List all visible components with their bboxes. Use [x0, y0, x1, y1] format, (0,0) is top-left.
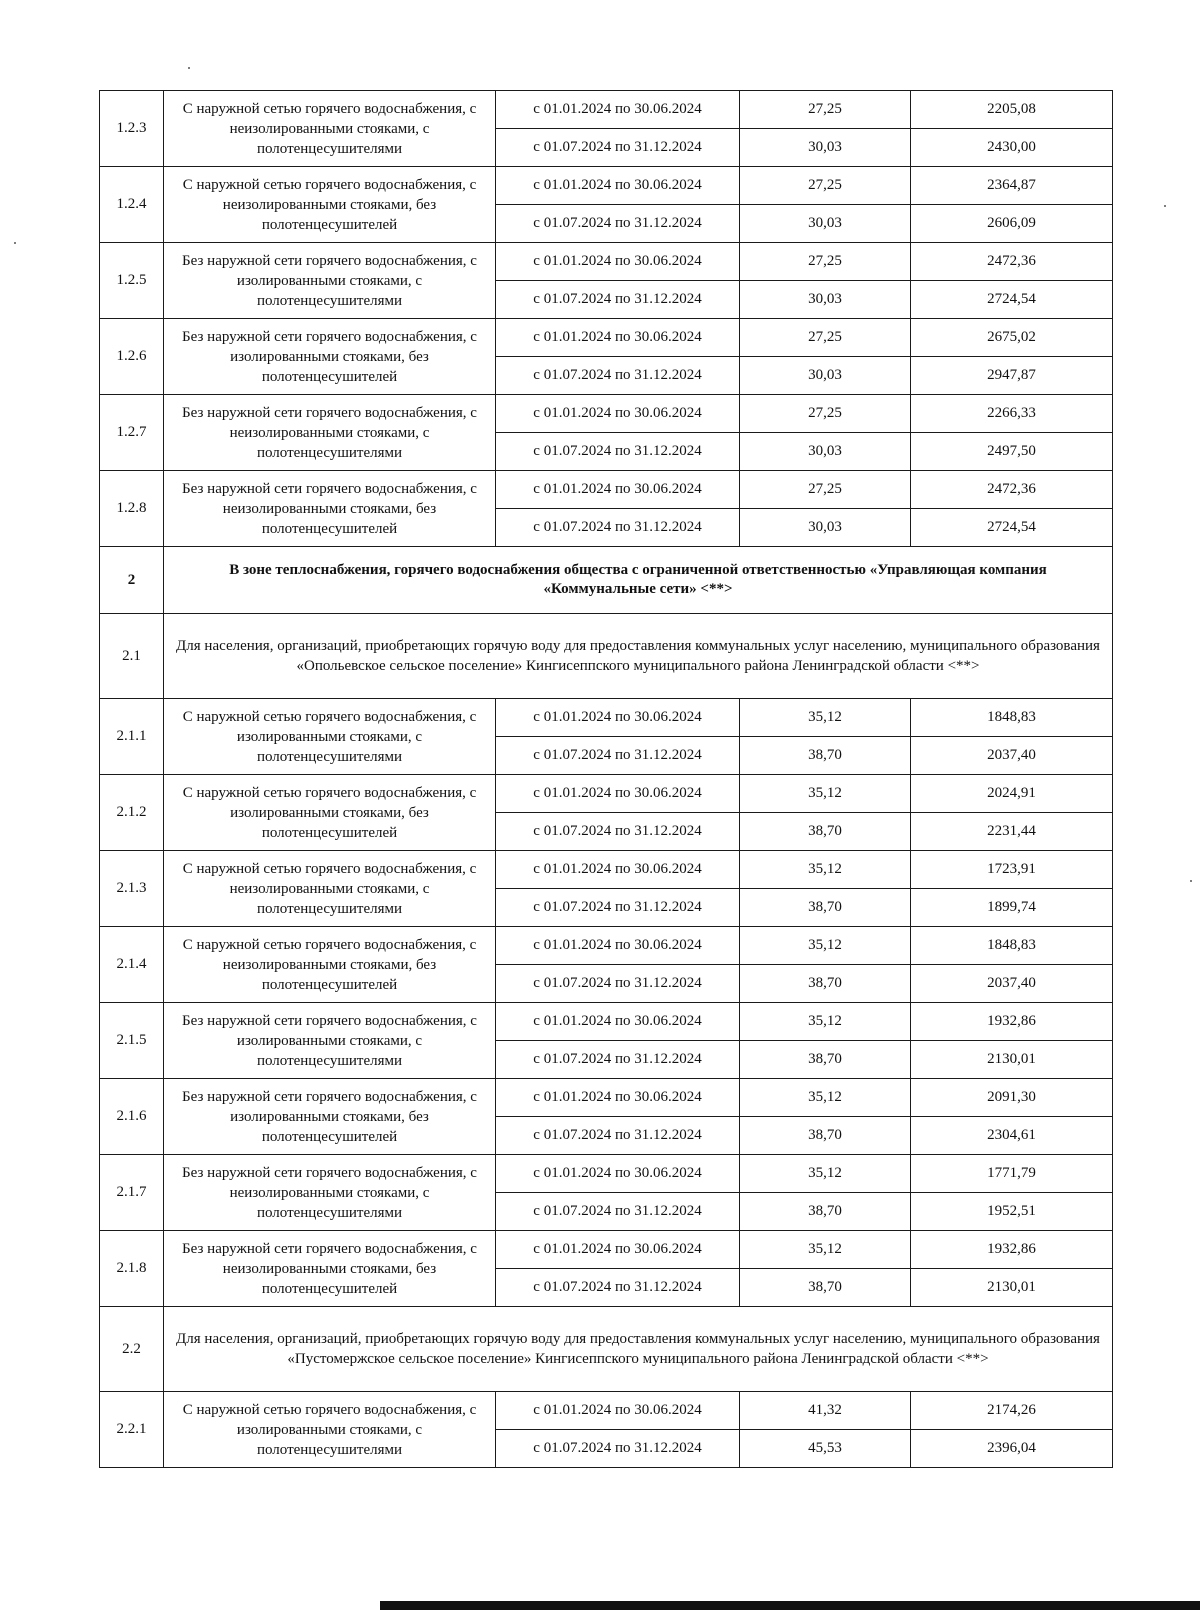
- value-cell: 38,70: [740, 737, 911, 775]
- value-cell: 2304,61: [911, 1117, 1113, 1155]
- value-cell: 1899,74: [911, 889, 1113, 927]
- period-cell: с 01.07.2024 по 31.12.2024: [496, 433, 740, 471]
- period-cell: с 01.01.2024 по 30.06.2024: [496, 1392, 740, 1430]
- row-number: 1.2.5: [100, 243, 164, 319]
- period-cell: с 01.07.2024 по 31.12.2024: [496, 1041, 740, 1079]
- value-cell: 35,12: [740, 1079, 911, 1117]
- row-description: С наружной сетью горячего водоснабжения, с неизолированными стояками, с полотенцесушителями: [164, 91, 496, 167]
- value-cell: 1932,86: [911, 1231, 1113, 1269]
- row-description: Без наружной сети горячего водоснабжения, с неизолированными стояками, с полотенцесушителями: [164, 395, 496, 471]
- value-cell: 2472,36: [911, 471, 1113, 509]
- value-cell: 1848,83: [911, 927, 1113, 965]
- row-number: 2.1.4: [100, 927, 164, 1003]
- table-row: [100, 1231, 1113, 1269]
- value-cell: 1932,86: [911, 1003, 1113, 1041]
- table-row: [100, 547, 1113, 614]
- section-heading: Для населения, организаций, приобретающих горячую воду для предоставления коммунальных услуг населению, муниципального образования «Пустомержское сельское поселение» Кингисеппского муниципального района Ленинградской области <**>: [164, 1307, 1113, 1392]
- value-cell: 2364,87: [911, 167, 1113, 205]
- value-cell: 35,12: [740, 699, 911, 737]
- period-cell: с 01.07.2024 по 31.12.2024: [496, 281, 740, 319]
- value-cell: 38,70: [740, 1041, 911, 1079]
- value-cell: 2037,40: [911, 737, 1113, 775]
- period-cell: с 01.07.2024 по 31.12.2024: [496, 889, 740, 927]
- scan-speck: [1190, 880, 1192, 882]
- row-number: 1.2.6: [100, 319, 164, 395]
- value-cell: 27,25: [740, 243, 911, 281]
- value-cell: 35,12: [740, 927, 911, 965]
- table-row: [100, 1003, 1113, 1041]
- period-cell: с 01.07.2024 по 31.12.2024: [496, 129, 740, 167]
- row-description: С наружной сетью горячего водоснабжения, с изолированными стояками, с полотенцесушителями: [164, 699, 496, 775]
- value-cell: 30,03: [740, 205, 911, 243]
- row-description: С наружной сетью горячего водоснабжения, с неизолированными стояками, без полотенцесушителей: [164, 167, 496, 243]
- zone-number: 2: [100, 547, 164, 614]
- value-cell: 30,03: [740, 357, 911, 395]
- row-number: 1.2.7: [100, 395, 164, 471]
- table-row: [100, 614, 1113, 699]
- tariff-table: [99, 90, 1113, 1468]
- table-row: [100, 699, 1113, 737]
- value-cell: 2174,26: [911, 1392, 1113, 1430]
- value-cell: 2396,04: [911, 1430, 1113, 1468]
- row-description: Без наружной сети горячего водоснабжения, с неизолированными стояками, без полотенцесушителей: [164, 471, 496, 547]
- value-cell: 30,03: [740, 509, 911, 547]
- value-cell: 27,25: [740, 395, 911, 433]
- period-cell: с 01.07.2024 по 31.12.2024: [496, 965, 740, 1003]
- value-cell: 2091,30: [911, 1079, 1113, 1117]
- value-cell: 35,12: [740, 1003, 911, 1041]
- row-number: 1.2.4: [100, 167, 164, 243]
- value-cell: 1952,51: [911, 1193, 1113, 1231]
- row-number: 2.1.5: [100, 1003, 164, 1079]
- table-row: [100, 1307, 1113, 1392]
- table-row: [100, 1155, 1113, 1193]
- zone-heading: В зоне теплоснабжения, горячего водоснабжения общества с ограниченной ответственностью «Управляющая компания «Коммунальные сети» <**>: [164, 547, 1113, 614]
- period-cell: с 01.07.2024 по 31.12.2024: [496, 737, 740, 775]
- scan-speck: [1164, 205, 1166, 207]
- section-number: 2.1: [100, 614, 164, 699]
- value-cell: 38,70: [740, 1193, 911, 1231]
- table-row: [100, 395, 1113, 433]
- value-cell: 35,12: [740, 1231, 911, 1269]
- period-cell: с 01.07.2024 по 31.12.2024: [496, 205, 740, 243]
- period-cell: с 01.01.2024 по 30.06.2024: [496, 1079, 740, 1117]
- value-cell: 2472,36: [911, 243, 1113, 281]
- period-cell: с 01.01.2024 по 30.06.2024: [496, 775, 740, 813]
- value-cell: 38,70: [740, 965, 911, 1003]
- period-cell: с 01.07.2024 по 31.12.2024: [496, 1430, 740, 1468]
- row-number: 2.1.1: [100, 699, 164, 775]
- scan-edge-line: [380, 1601, 1200, 1610]
- table-row: [100, 167, 1113, 205]
- value-cell: 2266,33: [911, 395, 1113, 433]
- value-cell: 2037,40: [911, 965, 1113, 1003]
- value-cell: 30,03: [740, 129, 911, 167]
- value-cell: 38,70: [740, 1269, 911, 1307]
- section-number: 2.2: [100, 1307, 164, 1392]
- period-cell: с 01.07.2024 по 31.12.2024: [496, 1193, 740, 1231]
- value-cell: 45,53: [740, 1430, 911, 1468]
- period-cell: с 01.07.2024 по 31.12.2024: [496, 1269, 740, 1307]
- row-description: Без наружной сети горячего водоснабжения, с изолированными стояками, без полотенцесушителей: [164, 319, 496, 395]
- tariff-table-body: [100, 91, 1113, 1468]
- row-description: Без наружной сети горячего водоснабжения, с неизолированными стояками, с полотенцесушителями: [164, 1155, 496, 1231]
- value-cell: 30,03: [740, 433, 911, 471]
- row-description: С наружной сетью горячего водоснабжения, с изолированными стояками, без полотенцесушителей: [164, 775, 496, 851]
- period-cell: с 01.01.2024 по 30.06.2024: [496, 471, 740, 509]
- value-cell: 2205,08: [911, 91, 1113, 129]
- value-cell: 1848,83: [911, 699, 1113, 737]
- value-cell: 27,25: [740, 167, 911, 205]
- period-cell: с 01.01.2024 по 30.06.2024: [496, 91, 740, 129]
- row-number: 2.1.3: [100, 851, 164, 927]
- value-cell: 2430,00: [911, 129, 1113, 167]
- period-cell: с 01.01.2024 по 30.06.2024: [496, 851, 740, 889]
- period-cell: с 01.01.2024 по 30.06.2024: [496, 167, 740, 205]
- value-cell: 35,12: [740, 1155, 911, 1193]
- scan-speck: [188, 67, 190, 69]
- value-cell: 30,03: [740, 281, 911, 319]
- table-row: [100, 243, 1113, 281]
- value-cell: 38,70: [740, 813, 911, 851]
- scan-speck: [14, 242, 16, 244]
- row-description: Без наружной сети горячего водоснабжения, с изолированными стояками, с полотенцесушителями: [164, 1003, 496, 1079]
- value-cell: 27,25: [740, 91, 911, 129]
- table-row: [100, 775, 1113, 813]
- table-row: [100, 91, 1113, 129]
- period-cell: с 01.07.2024 по 31.12.2024: [496, 509, 740, 547]
- value-cell: 2675,02: [911, 319, 1113, 357]
- value-cell: 41,32: [740, 1392, 911, 1430]
- period-cell: с 01.01.2024 по 30.06.2024: [496, 1003, 740, 1041]
- period-cell: с 01.01.2024 по 30.06.2024: [496, 1155, 740, 1193]
- value-cell: 35,12: [740, 851, 911, 889]
- value-cell: 2231,44: [911, 813, 1113, 851]
- period-cell: с 01.07.2024 по 31.12.2024: [496, 1117, 740, 1155]
- value-cell: 35,12: [740, 775, 911, 813]
- value-cell: 2724,54: [911, 509, 1113, 547]
- value-cell: 2606,09: [911, 205, 1113, 243]
- period-cell: с 01.07.2024 по 31.12.2024: [496, 357, 740, 395]
- value-cell: 2497,50: [911, 433, 1113, 471]
- period-cell: с 01.01.2024 по 30.06.2024: [496, 699, 740, 737]
- row-number: 2.1.6: [100, 1079, 164, 1155]
- table-row: [100, 1079, 1113, 1117]
- row-description: Без наружной сети горячего водоснабжения, с изолированными стояками, с полотенцесушителями: [164, 243, 496, 319]
- row-number: 2.2.1: [100, 1392, 164, 1468]
- row-description: Без наружной сети горячего водоснабжения, с изолированными стояками, без полотенцесушителей: [164, 1079, 496, 1155]
- row-description: Без наружной сети горячего водоснабжения, с неизолированными стояками, без полотенцесушителей: [164, 1231, 496, 1307]
- row-description: С наружной сетью горячего водоснабжения, с неизолированными стояками, без полотенцесушителей: [164, 927, 496, 1003]
- section-heading: Для населения, организаций, приобретающих горячую воду для предоставления коммунальных услуг населению, муниципального образования «Опольевское сельское поселение» Кингисеппского муниципального района Ленинградской области <**>: [164, 614, 1113, 699]
- value-cell: 27,25: [740, 471, 911, 509]
- value-cell: 2024,91: [911, 775, 1113, 813]
- value-cell: 38,70: [740, 889, 911, 927]
- row-number: 2.1.2: [100, 775, 164, 851]
- row-number: 1.2.8: [100, 471, 164, 547]
- period-cell: с 01.01.2024 по 30.06.2024: [496, 927, 740, 965]
- row-description: С наружной сетью горячего водоснабжения, с неизолированными стояками, с полотенцесушителями: [164, 851, 496, 927]
- period-cell: с 01.01.2024 по 30.06.2024: [496, 1231, 740, 1269]
- period-cell: с 01.01.2024 по 30.06.2024: [496, 395, 740, 433]
- value-cell: 2947,87: [911, 357, 1113, 395]
- row-number: 1.2.3: [100, 91, 164, 167]
- value-cell: 27,25: [740, 319, 911, 357]
- value-cell: 38,70: [740, 1117, 911, 1155]
- value-cell: 1723,91: [911, 851, 1113, 889]
- value-cell: 1771,79: [911, 1155, 1113, 1193]
- value-cell: 2724,54: [911, 281, 1113, 319]
- period-cell: с 01.01.2024 по 30.06.2024: [496, 319, 740, 357]
- table-row: [100, 927, 1113, 965]
- table-row: [100, 1392, 1113, 1430]
- value-cell: 2130,01: [911, 1269, 1113, 1307]
- row-number: 2.1.7: [100, 1155, 164, 1231]
- table-row: [100, 319, 1113, 357]
- value-cell: 2130,01: [911, 1041, 1113, 1079]
- table-row: [100, 851, 1113, 889]
- period-cell: с 01.01.2024 по 30.06.2024: [496, 243, 740, 281]
- period-cell: с 01.07.2024 по 31.12.2024: [496, 813, 740, 851]
- row-number: 2.1.8: [100, 1231, 164, 1307]
- row-description: С наружной сетью горячего водоснабжения, с изолированными стояками, с полотенцесушителями: [164, 1392, 496, 1468]
- table-row: [100, 471, 1113, 509]
